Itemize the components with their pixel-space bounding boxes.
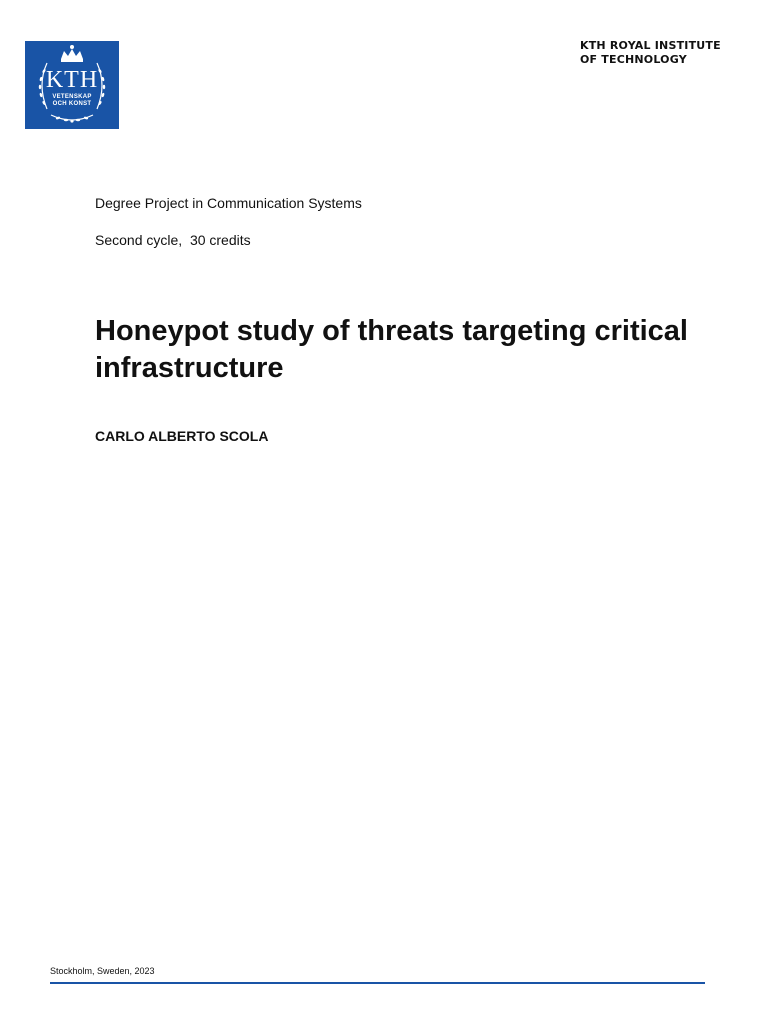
logo-letters: KTH [45, 67, 99, 93]
degree-project-label: Degree Project in Communication Systems [95, 195, 362, 211]
author-name: CARLO ALBERTO SCOLA [95, 428, 269, 444]
footer-rule [50, 982, 705, 984]
place-date: Stockholm, Sweden, 2023 [50, 966, 155, 976]
logo-motto-line1: VETENSKAP [52, 94, 92, 100]
logo-motto-line2: OCH KONST [52, 101, 92, 107]
institution-name [580, 39, 721, 67]
thesis-title: Honeypot study of threats targeting critical infrastructure [95, 315, 688, 384]
kth-logo [25, 41, 119, 129]
cycle-credits: Second cycle, 30 credits [95, 232, 251, 248]
institution-line2: OF TECHNOLOGY [580, 53, 687, 66]
institution-line1: KTH ROYAL INSTITUTE [580, 39, 721, 52]
